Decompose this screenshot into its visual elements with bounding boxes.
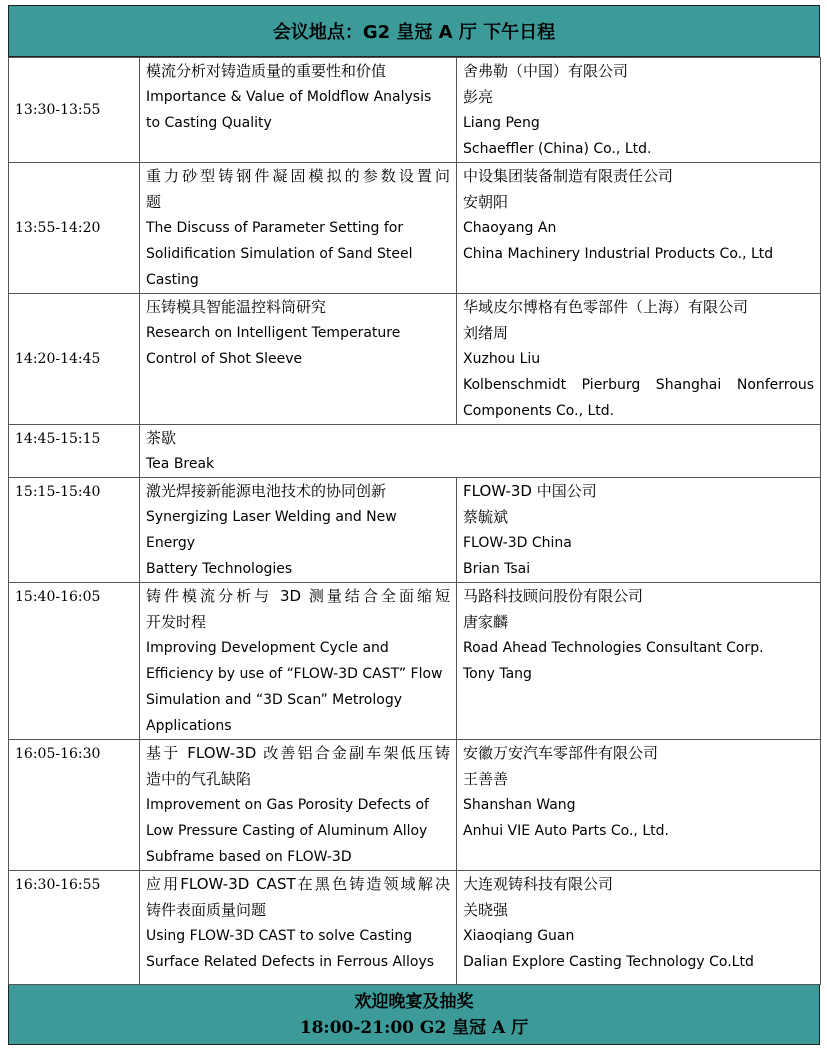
- session-time: 16:30-16:55: [9, 871, 140, 985]
- speaker-line: FLOW-3D China: [463, 535, 572, 551]
- topic-line: Applications: [146, 718, 232, 734]
- page-title: 会议地点：G2 皇冠 A 厅 下午日程: [272, 22, 556, 43]
- session-topic: [140, 871, 457, 985]
- speaker-line: Components Co., Ltd.: [463, 403, 615, 419]
- topic-line: The Discuss of Parameter Setting for: [146, 220, 404, 236]
- topic-line: Subframe based on FLOW-3D: [146, 849, 352, 865]
- speaker-line: 王善善: [463, 770, 509, 788]
- footer-time-location: 18:00-21:00 G2 皇冠 A 厅: [299, 1017, 529, 1038]
- topic-line: 开发时程: [146, 613, 207, 631]
- topic-line: to Casting Quality: [146, 115, 272, 131]
- session-speaker: [457, 478, 821, 583]
- session-topic: [140, 740, 457, 871]
- session-time: 14:45-15:15: [9, 425, 140, 478]
- session-speaker: [457, 740, 821, 871]
- topic-line: Solidification Simulation of Sand Steel: [146, 246, 413, 262]
- speaker-line: Schaeffler (China) Co., Ltd.: [463, 141, 652, 157]
- session-time: 15:40-16:05: [9, 583, 140, 740]
- topic-line: 茶歇: [146, 429, 177, 447]
- speaker-line: 安朝阳: [463, 193, 509, 211]
- speaker-line: Tony Tang: [463, 666, 532, 682]
- speaker-line: 彭亮: [463, 88, 494, 106]
- table-row: [9, 478, 821, 583]
- topic-line: 应用FLOW-3D CAST在黑色铸造领域解决: [146, 875, 450, 893]
- session-speaker: [457, 163, 821, 294]
- speaker-line: 大连观铸科技有限公司: [463, 875, 614, 893]
- table-row: [9, 294, 821, 425]
- table-row: [9, 583, 821, 740]
- session-speaker: [457, 58, 821, 163]
- speaker-line: 关晓强: [463, 901, 509, 919]
- session-speaker: [457, 871, 821, 985]
- speaker-line: 马路科技顾问股份有限公司: [463, 587, 644, 605]
- agenda-header: [8, 5, 820, 57]
- topic-line: Control of Shot Sleeve: [146, 351, 303, 367]
- session-topic: [140, 294, 457, 425]
- schedule-table: [8, 57, 821, 985]
- table-row: [9, 871, 821, 985]
- topic-line: Battery Technologies: [146, 561, 293, 577]
- speaker-line: Anhui VIE Auto Parts Co., Ltd.: [463, 823, 669, 839]
- speaker-line: 安徽万安汽车零部件有限公司: [463, 744, 659, 762]
- topic-line: 模流分析对铸造质量的重要性和价值: [146, 62, 387, 80]
- session-topic: [140, 478, 457, 583]
- topic-line: 铸件表面质量问题: [146, 901, 267, 919]
- topic-line: Tea Break: [146, 456, 215, 472]
- speaker-line: 舍弗勒（中国）有限公司: [463, 62, 629, 80]
- topic-line: 重力砂型铸钢件凝固模拟的参数设置问: [146, 167, 450, 185]
- session-time: 13:30-13:55: [9, 58, 140, 163]
- session-topic: [140, 425, 821, 478]
- agenda: [8, 5, 820, 1045]
- session-speaker: [457, 583, 821, 740]
- topic-line: Surface Related Defects in Ferrous Alloys: [146, 954, 435, 970]
- topic-line: Simulation and “3D Scan” Metrology: [146, 692, 402, 708]
- speaker-line: Chaoyang An: [463, 220, 557, 236]
- session-topic: [140, 163, 457, 294]
- speaker-line: Xiaoqiang Guan: [463, 928, 575, 944]
- topic-line: 造中的气孔缺陷: [146, 770, 252, 788]
- session-topic: [140, 583, 457, 740]
- topic-line: Synergizing Laser Welding and New Energy: [146, 509, 397, 551]
- speaker-line: 蔡毓斌: [463, 508, 509, 526]
- topic-line: Importance & Value of Moldflow Analysis: [146, 89, 432, 105]
- table-row: [9, 740, 821, 871]
- topic-line: 铸件模流分析与 3D 测量结合全面缩短: [146, 587, 450, 605]
- topic-line: Research on Intelligent Temperature: [146, 325, 401, 341]
- speaker-line: Dalian Explore Casting Technology Co.Ltd: [463, 954, 754, 970]
- footer-title: 欢迎晚宴及抽奖: [354, 991, 474, 1012]
- topic-line: Using FLOW-3D CAST to solve Casting: [146, 928, 413, 944]
- speaker-line: Xuzhou Liu: [463, 351, 541, 367]
- speaker-line: Kolbenschmidt Pierburg Shanghai Nonferrous: [463, 377, 814, 393]
- session-time: 14:20-14:45: [9, 294, 140, 425]
- topic-line: 压铸模具智能温控料筒研究: [146, 298, 327, 316]
- speaker-line: Shanshan Wang: [463, 797, 576, 813]
- table-row: [9, 58, 821, 163]
- topic-line: Improving Development Cycle and: [146, 640, 389, 656]
- speaker-line: 唐家麟: [463, 613, 509, 631]
- session-time: 15:15-15:40: [9, 478, 140, 583]
- topic-line: Efficiency by use of “FLOW-3D CAST” Flow: [146, 666, 443, 682]
- table-row: [9, 425, 821, 478]
- speaker-line: 中设集团装备制造有限责任公司: [463, 167, 674, 185]
- speaker-line: 华域皮尔博格有色零部件（上海）有限公司: [463, 298, 749, 316]
- topic-line: Casting: [146, 272, 199, 288]
- table-row: [9, 163, 821, 294]
- topic-line: Low Pressure Casting of Aluminum Alloy: [146, 823, 428, 839]
- session-topic: [140, 58, 457, 163]
- topic-line: Improvement on Gas Porosity Defects of: [146, 797, 429, 813]
- session-speaker: [457, 294, 821, 425]
- speaker-line: China Machinery Industrial Products Co., Ltd: [463, 246, 774, 262]
- speaker-line: 刘绪周: [463, 324, 509, 342]
- topic-line: 激光焊接新能源电池技术的协同创新: [146, 482, 387, 500]
- session-time: 16:05-16:30: [9, 740, 140, 871]
- speaker-line: FLOW-3D 中国公司: [463, 482, 597, 500]
- topic-line: 题: [146, 193, 162, 211]
- speaker-line: Liang Peng: [463, 115, 540, 131]
- topic-line: 基于 FLOW-3D 改善铝合金副车架低压铸: [146, 744, 450, 762]
- agenda-footer: [8, 985, 820, 1045]
- session-time: 13:55-14:20: [9, 163, 140, 294]
- speaker-line: Road Ahead Technologies Consultant Corp.: [463, 640, 764, 656]
- speaker-line: Brian Tsai: [463, 561, 531, 577]
